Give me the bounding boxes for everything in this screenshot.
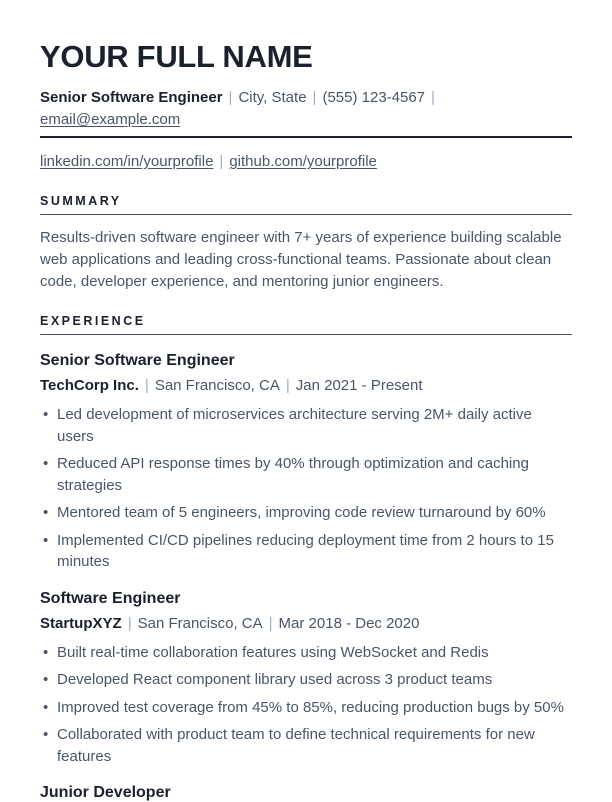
job-entry [40,590,572,768]
separator: | [228,89,233,107]
job-entry [40,784,572,802]
separator: | [431,89,435,107]
email-link[interactable]: email@example.com [40,111,181,129]
separator: | [219,153,224,171]
job-bullet-list [40,642,572,768]
full-name: YOUR FULL NAME [40,39,313,74]
separator: | [127,614,132,632]
job-bullet: • Led development of microservices architecture serving 2M+ daily active users [40,404,572,447]
job-bullet: • Reduced API response times by 40% through optimization and caching strategies [40,453,572,496]
contact-location: City, State [238,89,307,107]
separator: | [268,614,273,632]
contact-line [40,87,572,131]
separator: | [312,89,317,107]
summary-text: Results-driven software engineer with 7+ years of experience building scalable web applications and leading cross-functional teams. Passionate about clean code, developer experience, and mentoring junior engineers. [40,229,562,291]
job-bullet: • Developed React component library used across 3 product teams [40,669,572,691]
job-meta [40,613,572,635]
github-link[interactable]: github.com/yourprofile [229,153,377,171]
contact-job-title: Senior Software Engineer [40,89,223,107]
linkedin-link[interactable]: linkedin.com/in/yourprofile [40,153,214,171]
separator: | [285,377,290,395]
summary-heading: SUMMARY [40,194,572,215]
experience-heading: EXPERIENCE [40,314,572,335]
job-title: Junior Developer [40,784,171,802]
job-dates: Mar 2018 - Dec 2020 [278,614,420,632]
job-bullet: • Mentored team of 5 engineers, improving code review turnaround by 60% [40,502,572,524]
job-location: San Francisco, CA [137,614,263,632]
resume-header [40,40,572,138]
job-bullet: • Collaborated with product team to define technical requirements for new features [40,724,572,767]
contact-phone: (555) 123-4567 [322,89,426,107]
job-bullet: • Implemented CI/CD pipelines reducing deployment time from 2 hours to 15 minutes [40,530,572,573]
job-bullet: • Built real-time collaboration features using WebSocket and Redis [40,642,572,664]
job-dates: Jan 2021 - Present [295,377,423,395]
company-name: TechCorp Inc. [40,377,139,395]
job-location: San Francisco, CA [154,377,280,395]
job-title: Software Engineer [40,589,181,607]
profile-links [40,151,572,173]
job-title: Senior Software Engineer [40,352,235,370]
company-name: StartupXYZ [40,614,122,632]
job-bullet: • Improved test coverage from 45% to 85%, reducing production bugs by 50% [40,697,572,719]
separator: | [144,377,149,395]
job-meta [40,375,572,397]
job-entry [40,352,572,573]
job-bullet-list [40,404,572,573]
